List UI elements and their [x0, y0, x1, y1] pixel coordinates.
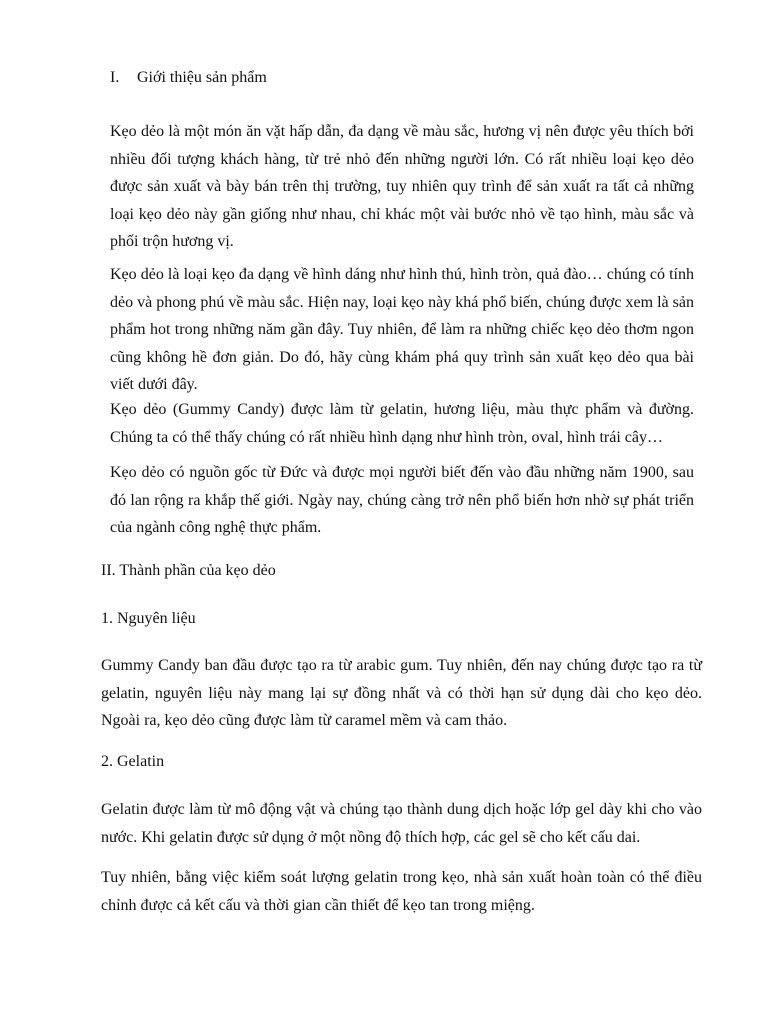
- intro-paragraph-2: Kẹo dẻo là loại kẹo đa dạng về hình dáng như hình thú, hình tròn, quả đào… chúng có tính dẻo và phong phú về màu sắc. Hiện nay, loại kẹo này khá phổ biến, chúng được xem là sản phẩm hot trong những năm gần đây. Tuy nhiên, để làm ra những chiếc kẹo dẻo thơm ngon cũng không hề đơn giản. Do đó, hãy cùng khám phá quy trình sản xuất kẹo dẻo qua bài viết dưới đây.: [110, 266, 694, 393]
- section-2-heading: II. Thành phần của kẹo dẻo: [101, 562, 276, 579]
- subsection-2-heading: 2. Gelatin: [101, 753, 165, 770]
- subsection-1-heading: 1. Nguyên liệu: [101, 610, 196, 627]
- gelatin-paragraph-1: Gelatin được làm từ mô động vật và chúng tạo thành dung dịch hoặc lớp gel dày khi cho vào nước. Khi gelatin được sử dụng ở một nồng độ thích hợp, các gel sẽ cho kết cấu dai.: [101, 801, 702, 846]
- section-1-title: Giới thiệu sản phẩm: [137, 69, 267, 86]
- intro-paragraph-1: Kẹo dẻo là một món ăn vặt hấp dẫn, đa dạng về màu sắc, hương vị nên được yêu thích bởi nhiều đối tượng khách hàng, từ trẻ nhỏ đến những người lớn. Có rất nhiều loại kẹo dẻo được sản xuất và bày bán trên thị trường, tuy nhiên quy trình để sản xuất ra tất cả những loại kẹo dẻo này gần giống như nhau, chỉ khác một vài bước nhỏ về tạo hình, màu sắc và phối trộn hương vị.: [110, 123, 694, 250]
- gelatin-paragraph-2: Tuy nhiên, bằng việc kiểm soát lượng gelatin trong kẹo, nhà sản xuất hoàn toàn có thể điều chỉnh được cả kết cấu và thời gian cần thiết để kẹo tan trong miệng.: [101, 869, 702, 914]
- intro-paragraph-4: Kẹo dẻo có nguồn gốc từ Đức và được mọi người biết đến vào đầu những năm 1900, sau đó lan rộng ra khắp thế giới. Ngày nay, chúng càng trở nên phổ biến hơn nhờ sự phát triển của ngành công nghệ thực phẩm.: [110, 464, 694, 536]
- section-1-number: I.: [110, 69, 120, 86]
- section-1-heading: [110, 66, 267, 90]
- intro-paragraph-3: Kẹo dẻo (Gummy Candy) được làm từ gelatin, hương liệu, màu thực phẩm và đường. Chúng ta có thể thấy chúng có rất nhiều hình dạng như hình tròn, oval, hình trái cây…: [110, 401, 694, 446]
- ingredients-paragraph: Gummy Candy ban đầu được tạo ra từ arabic gum. Tuy nhiên, đến nay chúng được tạo ra từ gelatin, nguyên liệu này mang lại sự đồng nhất và có thời hạn sử dụng dài cho kẹo dẻo. Ngoài ra, kẹo dẻo cũng được làm từ caramel mềm và cam thảo.: [101, 657, 702, 729]
